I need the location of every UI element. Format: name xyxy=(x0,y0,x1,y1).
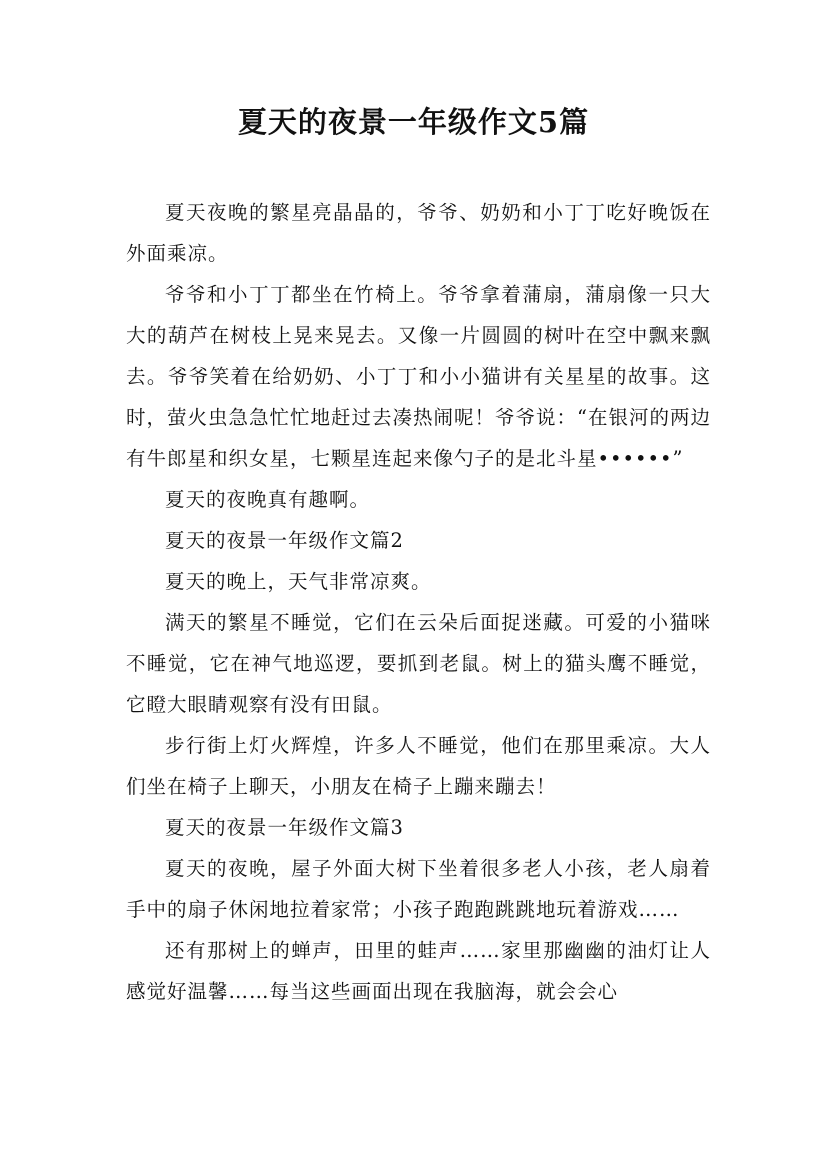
paragraph: 夏天的夜晚，屋子外面大树下坐着很多老人小孩，老人扇着手中的扇子休闲地拉着家常；小孩子跑跑跳跳地玩着游戏…… xyxy=(126,857,711,921)
paragraph: 夏天的晚上，天气非常凉爽。 xyxy=(165,570,432,593)
document-title: 夏天的夜景一年级作文5篇 xyxy=(237,105,590,139)
paragraph: 满天的繁星不睡觉，它们在云朵后面捉迷藏。可爱的小猫咪不睡觉，它在神气地巡逻，要抓到老鼠。树上的猫头鹰不睡觉，它瞪大眼睛观察有没有田鼠。 xyxy=(126,611,711,716)
paragraph: 爷爷和小丁丁都坐在竹椅上。爷爷拿着蒲扇，蒲扇像一只大大的葫芦在树枝上晃来晃去。又像一片圆圆的树叶在空中飘来飘去。爷爷笑着在给奶奶、小丁丁和小小猫讲有关星星的故事。这时，萤火虫急急忙忙地赶过去凑热闹呢！爷爷说：“在银河的两边有牛郎星和织女星，七颗星连起来像勺子的是北斗星••••••” xyxy=(126,283,711,470)
paragraph: 夏天的夜晚真有趣啊。 xyxy=(165,488,371,511)
document-body xyxy=(126,192,711,1012)
section-heading: 夏天的夜景一年级作文篇3 xyxy=(165,816,404,839)
paragraph: 还有那树上的蝉声，田里的蛙声……家里那幽幽的油灯让人感觉好温馨……每当这些画面出现在我脑海，就会会心 xyxy=(126,939,711,1003)
section-heading: 夏天的夜景一年级作文篇2 xyxy=(165,529,404,552)
paragraph: 步行街上灯火辉煌，许多人不睡觉，他们在那里乘凉。大人们坐在椅子上聊天，小朋友在椅子上蹦来蹦去！ xyxy=(126,734,711,798)
paragraph: 夏天夜晚的繁星亮晶晶的，爷爷、奶奶和小丁丁吃好晚饭在外面乘凉。 xyxy=(126,201,711,265)
